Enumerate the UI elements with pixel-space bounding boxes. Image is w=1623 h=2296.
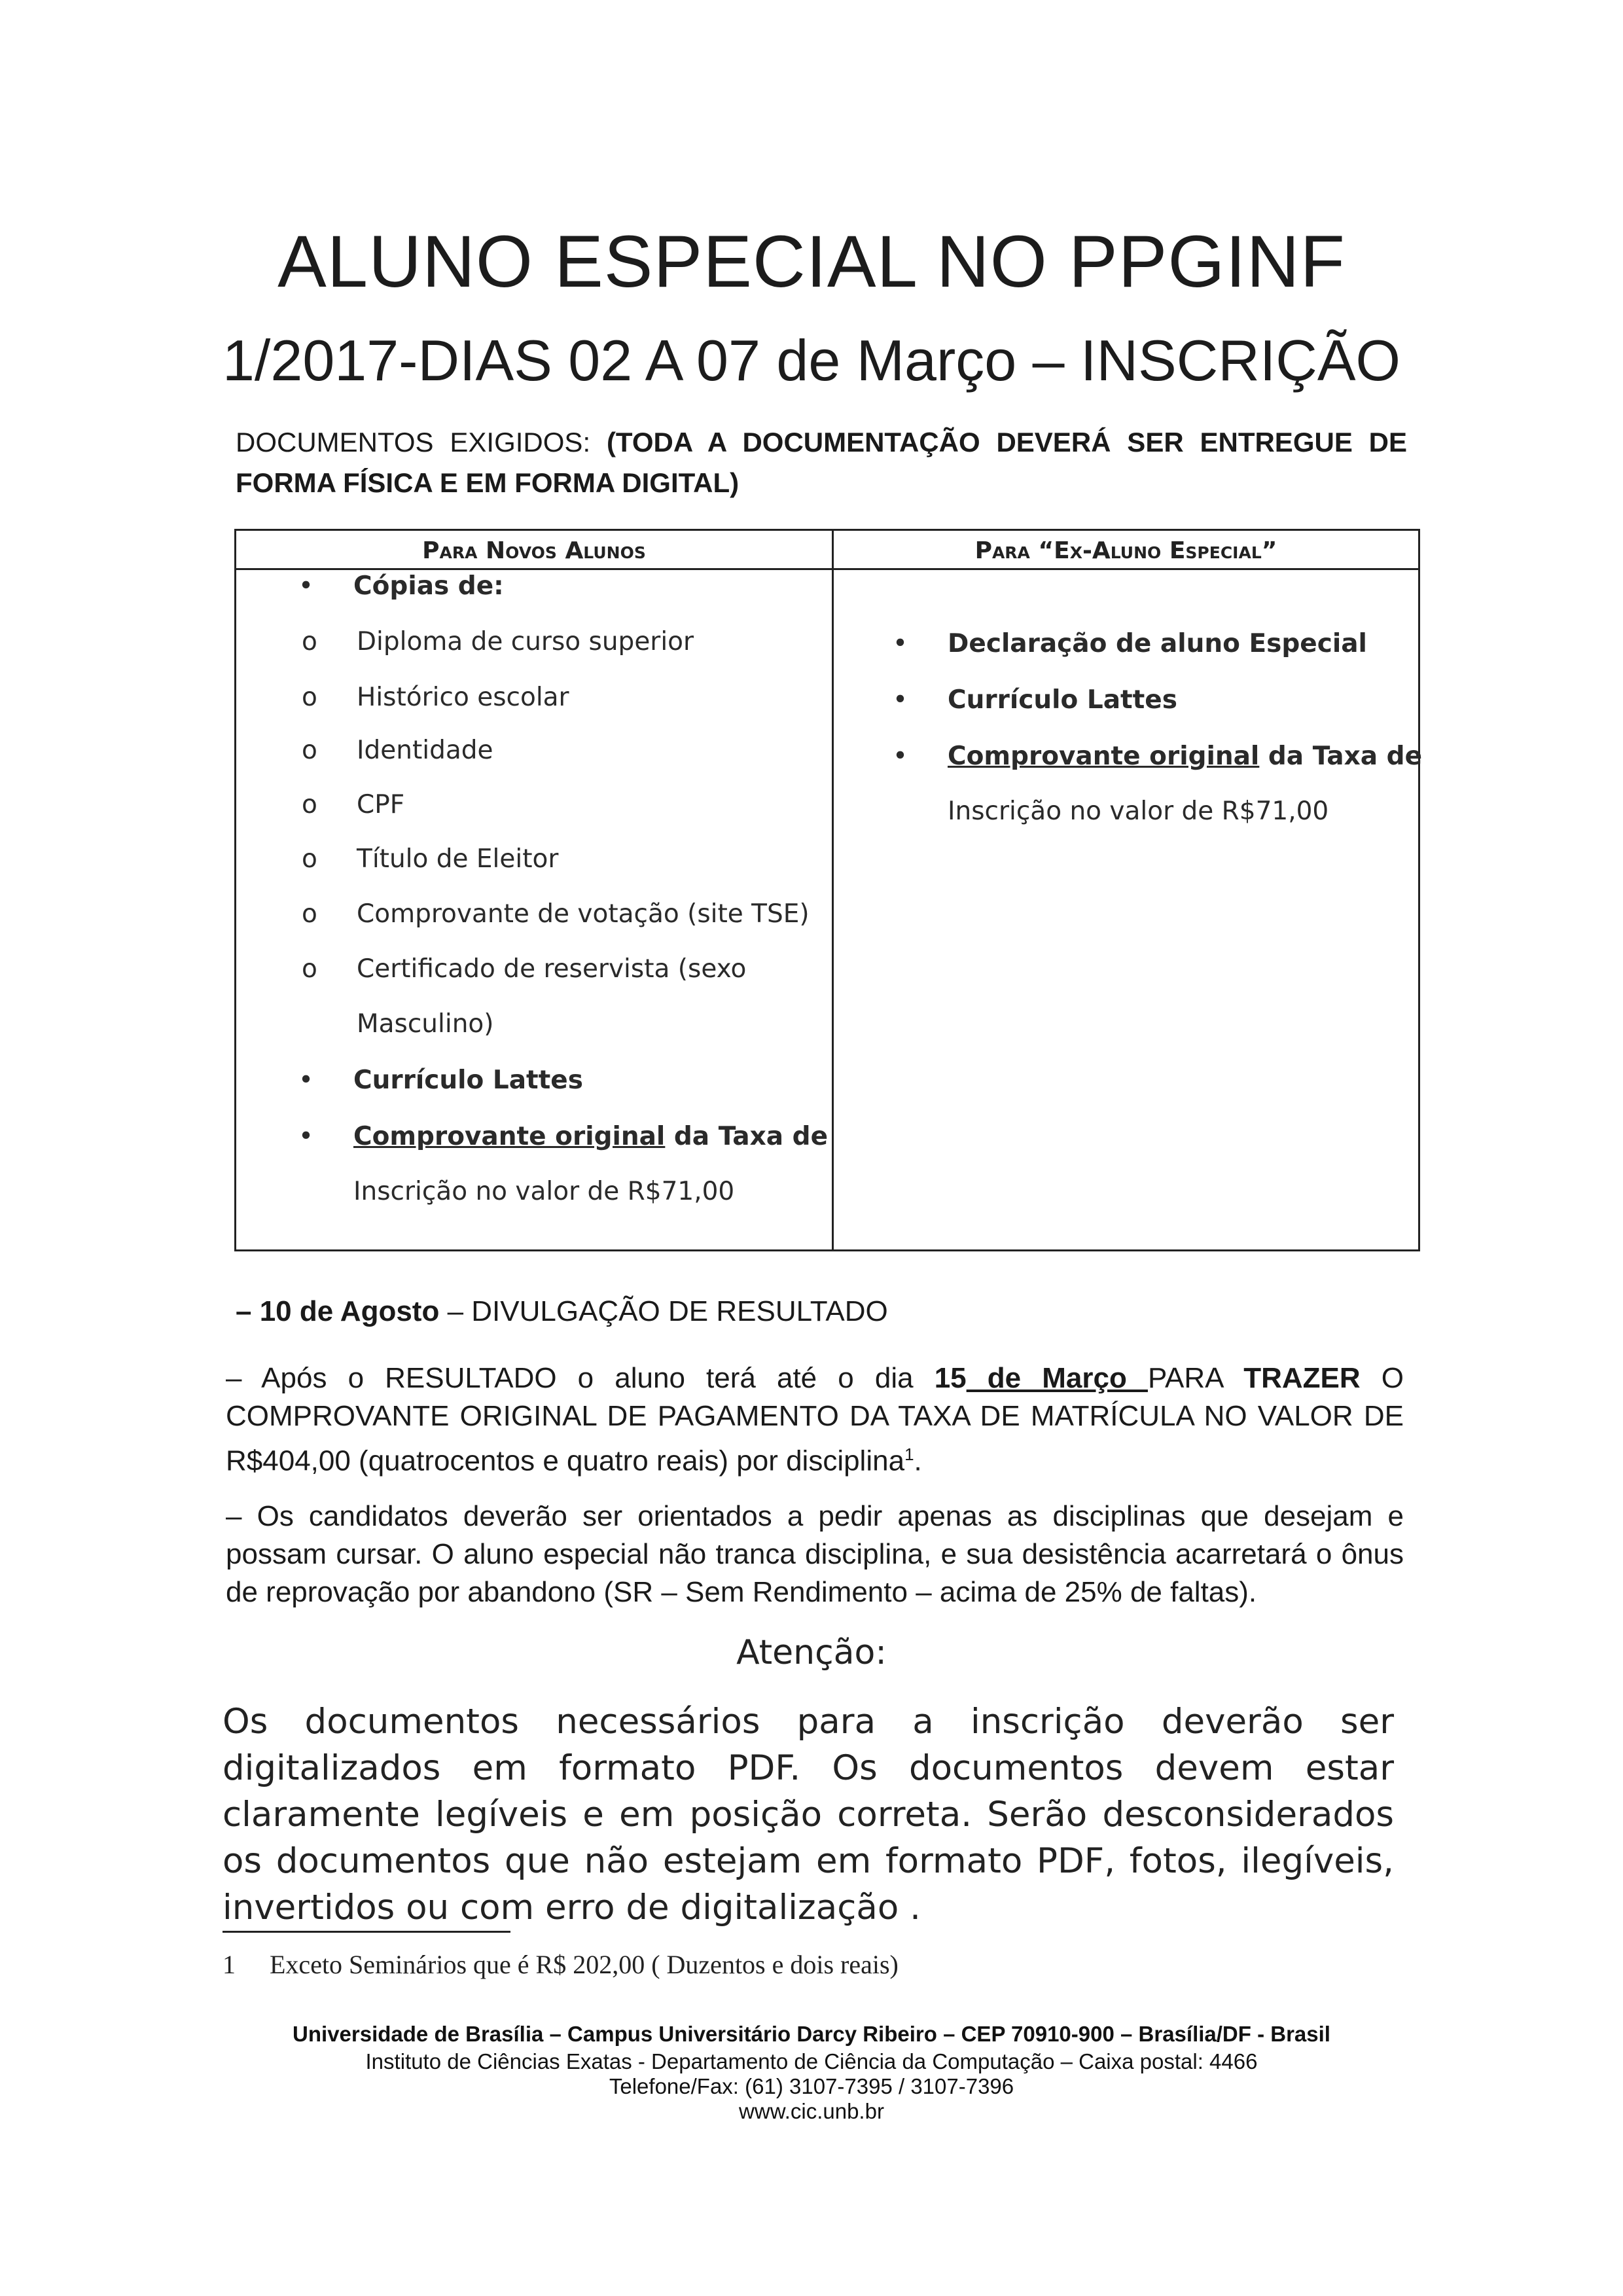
sub-bullet-icon: o	[302, 954, 317, 984]
header-former-students: Para “Ex-Aluno Especial”	[974, 537, 1277, 564]
table-column-divider	[832, 531, 834, 1249]
sub-bullet-icon: o	[302, 736, 317, 765]
after-result-text-a: – Após o RESULTADO o aluno terá até o dia	[226, 1362, 935, 1394]
table-header-rule	[236, 568, 1418, 570]
footnote-rule	[223, 1931, 510, 1933]
copy-item-diploma: Diploma de curso superior	[357, 627, 694, 656]
footer-institute: Instituto de Ciências Exatas - Departamento de Ciência da Computação – Caixa postal: 4466	[365, 2049, 1258, 2073]
header-new-students: Para Novos Alunos	[422, 537, 646, 564]
footnote	[223, 1949, 899, 1980]
copy-item-voter-id: Título de Eleitor	[357, 844, 559, 874]
page-title: ALUNO ESPECIAL NO PPGINF	[277, 221, 1346, 302]
receipt-line2: Inscrição no valor de R$71,00	[353, 1177, 735, 1206]
page-subtitle: 1/2017-DIAS 02 A 07 de Março – INSCRIÇÃO	[222, 328, 1400, 393]
sub-bullet-icon: o	[302, 627, 317, 656]
documents-required	[236, 422, 1407, 503]
after-result-text-b: PARA	[1147, 1362, 1244, 1394]
copy-item-id: Identidade	[357, 736, 493, 765]
receipt-rest: da Taxa de	[665, 1122, 829, 1151]
lattes-label-former: Currículo Lattes	[948, 685, 1177, 715]
documents-required-lead: DOCUMENTOS EXIGIDOS:	[236, 427, 607, 457]
footnote-text: Exceto Seminários que é R$ 202,00 ( Duzentos e dois reais)	[270, 1950, 899, 1979]
receipt-rest-former: da Taxa de	[1259, 742, 1423, 771]
attention-body: Os documentos necessários para a inscrição deverão ser digitalizados em formato PDF. Os documentos devem estar claramente legíveis e em posição correta. Serão desconsiderados os documentos que não estejam em formato PDF, fotos, ilegíveis, invertidos ou com erro de digitalização .	[223, 1702, 1394, 1928]
documents-table	[234, 529, 1423, 1251]
footer-university: Universidade de Brasília – Campus Universitário Darcy Ribeiro – CEP 70910-900 – Brasília/DF - Brasil	[293, 2022, 1330, 2046]
copy-item-reservist-cont: Masculino)	[357, 1009, 494, 1039]
after-result-month: de Março	[966, 1362, 1148, 1394]
bullet-icon: •	[893, 742, 908, 771]
bullet-icon: •	[298, 571, 314, 601]
candidates-paragraph: – Os candidatos deverão ser orientados a pedir apenas as disciplinas que desejam e possam cursar. O aluno especial não tranca disciplina, e sua desistência acarretará o ônus de reprovação por abandono (SR – Sem Rendimento – acima de 25% de faltas).	[226, 1500, 1404, 1608]
documents-required-note: (TODA A DOCUMENTAÇÃO DEVERÁ SER ENTREGUE DE FORMA FÍSICA E EM FORMA DIGITAL)	[236, 427, 1407, 498]
copy-item-vote-proof: Comprovante de votação (site TSE)	[357, 899, 810, 929]
copy-item-cpf: CPF	[357, 790, 405, 819]
bullet-icon: •	[893, 629, 908, 658]
after-result-paragraph	[226, 1359, 1404, 1480]
after-result-day: 15	[934, 1362, 967, 1394]
attention-title: Atenção:	[736, 1633, 887, 1672]
footnote-number: 1	[223, 1950, 236, 1979]
result-date-bold: – 10 de Agosto	[236, 1295, 440, 1327]
receipt-underlined-former: Comprovante original	[948, 742, 1260, 771]
footnote-ref: 1	[904, 1444, 914, 1464]
result-date-rest: – DIVULGAÇÃO DE RESULTADO	[439, 1295, 888, 1327]
after-result-text-c: O COMPROVANTE ORIGINAL DE PAGAMENTO DA TAXA DE MATRÍCULA NO VALOR DE R$404,00 (quatrocentos e quatro reais) por disciplina	[226, 1362, 1404, 1477]
sub-bullet-icon: o	[302, 790, 317, 819]
bullet-icon: •	[893, 685, 908, 715]
receipt-line2-former: Inscrição no valor de R$71,00	[948, 797, 1329, 826]
lattes-label: Currículo Lattes	[353, 1066, 583, 1095]
copy-item-transcript: Histórico escolar	[357, 683, 569, 712]
sub-bullet-icon: o	[302, 683, 317, 712]
sub-bullet-icon: o	[302, 844, 317, 874]
after-result-bring: TRAZER	[1243, 1362, 1361, 1394]
after-result-end: .	[914, 1444, 922, 1477]
copies-label: Cópias de:	[353, 571, 504, 601]
declaration-label: Declaração de aluno Especial	[948, 629, 1367, 658]
bullet-icon: •	[298, 1066, 314, 1095]
bullet-icon: •	[298, 1122, 314, 1151]
result-date	[236, 1293, 1407, 1331]
copy-item-reservist: Certificado de reservista (sexo	[357, 954, 747, 984]
footer-phone: Telefone/Fax: (61) 3107-7395 / 3107-7396	[609, 2074, 1014, 2098]
sub-bullet-icon: o	[302, 899, 317, 929]
receipt-underlined: Comprovante original	[353, 1122, 666, 1151]
footer-website: www.cic.unb.br	[739, 2099, 884, 2123]
